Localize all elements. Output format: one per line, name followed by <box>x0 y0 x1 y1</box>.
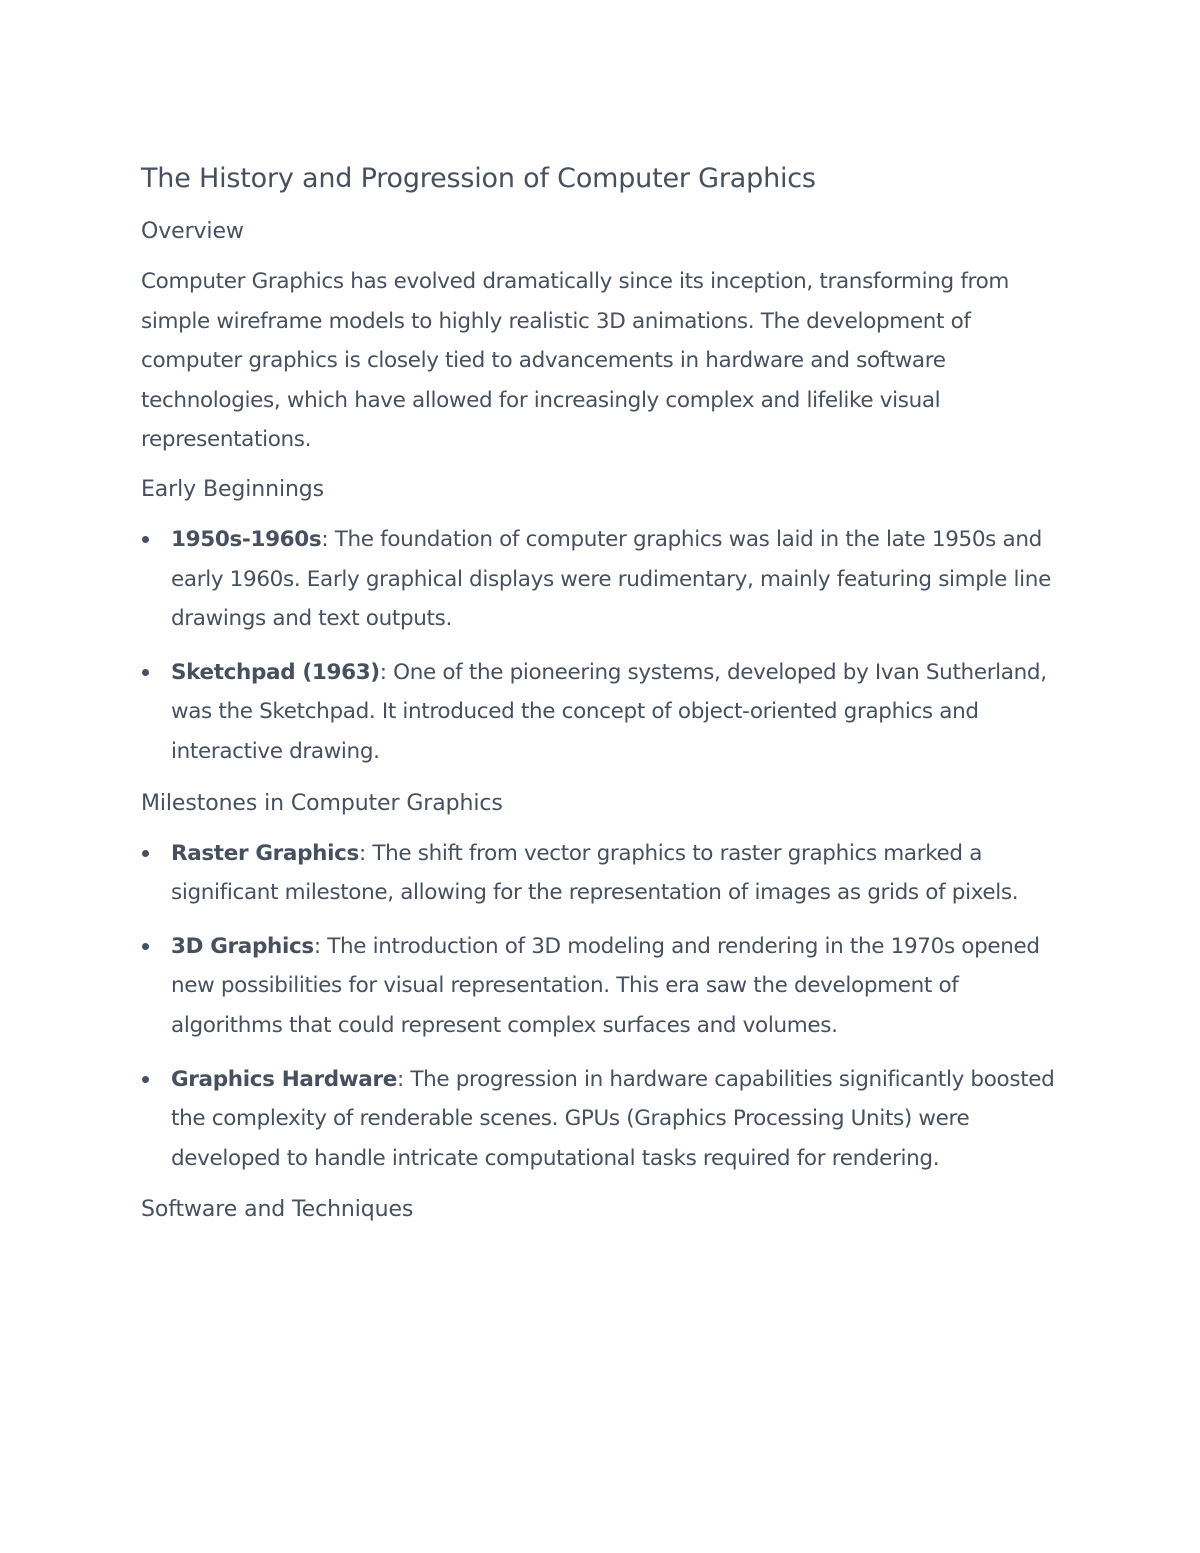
list-item-text: : The progression in hardware capabilities significantly boosted the complexity of renderable scenes. GPUs (Graphics Processing Units) were developed to handle intricate computational tasks required for rendering. <box>171 1066 1055 1171</box>
list-item-term: Graphics Hardware <box>171 1066 397 1092</box>
bullet-icon <box>142 536 149 543</box>
document-page <box>141 158 1066 1240</box>
section-heading-overview: Overview <box>141 219 244 244</box>
bullet-icon <box>142 669 149 676</box>
early-beginnings-list <box>141 520 1066 772</box>
section-heading-software-techniques: Software and Techniques <box>141 1197 414 1223</box>
list-item-term: 3D Graphics <box>171 933 314 959</box>
section-heading-early-beginnings: Early Beginnings <box>141 476 325 502</box>
list-item-text: : One of the pioneering systems, developed by Ivan Sutherland, was the Sketchpad. It introduced the concept of object-oriented graphics and interactive drawing. <box>171 659 1047 764</box>
list-item-text: : The introduction of 3D modeling and rendering in the 1970s opened new possibilities for visual representation. This era saw the development of algorithms that could represent complex surfaces and volumes. <box>171 933 1040 1038</box>
bullet-icon <box>142 1076 149 1083</box>
overview-paragraph: Computer Graphics has evolved dramatically since its inception, transforming from simple wireframe models to highly realistic 3D animations. The development of computer graphics is closely tied to advancements in hardware and software technologies, which have allowed for increasingly complex and lifelike visual representations. <box>141 269 1009 453</box>
list-item <box>141 653 1066 772</box>
list-item <box>141 927 1066 1046</box>
list-item <box>141 834 1066 913</box>
list-item-term: Sketchpad (1963) <box>171 659 380 685</box>
list-item <box>141 1060 1066 1179</box>
milestones-list <box>141 834 1066 1179</box>
list-item-text: : The foundation of computer graphics was laid in the late 1950s and early 1960s. Early graphical displays were rudimentary, mainly featuring simple line drawings and text outputs. <box>171 526 1051 632</box>
list-item-term: 1950s-1960s <box>171 526 322 552</box>
section-heading-milestones: Milestones in Computer Graphics <box>141 790 503 816</box>
bullet-icon <box>142 943 149 950</box>
document-title: The History and Progression of Computer Graphics <box>141 163 816 194</box>
list-item-text: : The shift from vector graphics to raster graphics marked a significant milestone, allowing for the representation of images as grids of pixels. <box>171 840 1019 906</box>
bullet-icon <box>142 850 149 857</box>
list-item <box>141 520 1066 639</box>
list-item-term: Raster Graphics <box>171 840 359 866</box>
